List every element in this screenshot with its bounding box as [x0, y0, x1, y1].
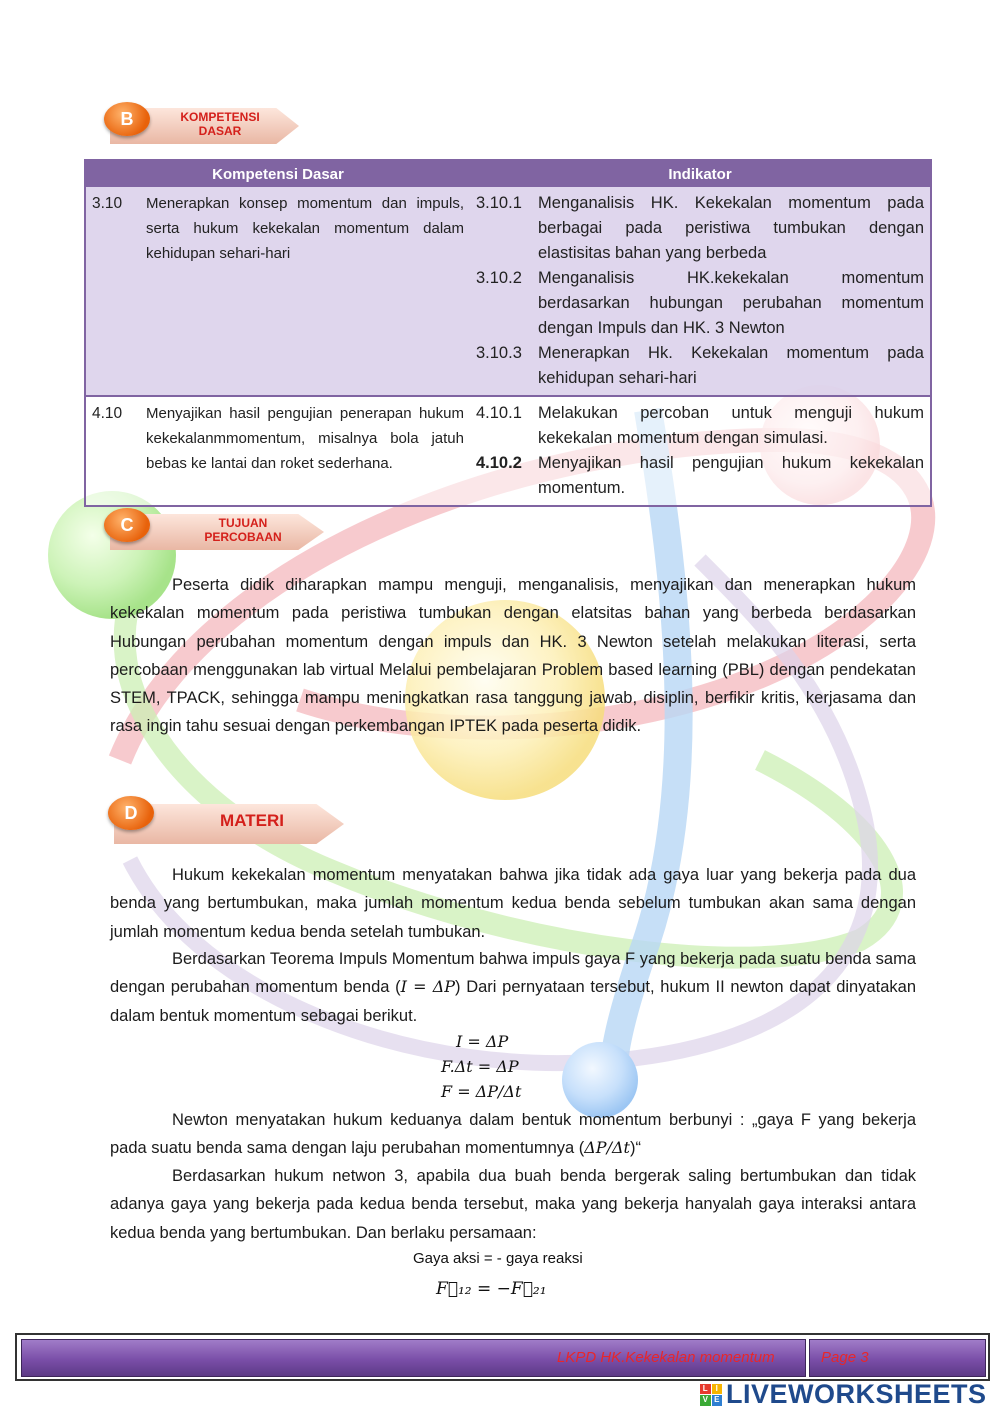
- inline-equation-rate: ΔP/Δt: [584, 1138, 630, 1158]
- section-b-letter: B: [104, 102, 150, 136]
- table-row: [86, 396, 930, 505]
- indicator-item: [476, 451, 924, 501]
- section-b-label-line1: KOMPETENSI: [180, 110, 260, 124]
- indicator-number: 4.10.1: [476, 404, 522, 422]
- materi-paragraph-2-start: Berdasarkan Teorema Impuls Momentum bahwa impuls gaya F yang bekerja pada suatu benda sama dengan perubahan momentum benda (: [110, 950, 916, 997]
- section-c-label: [178, 516, 308, 544]
- aksi-reaksi-text: Gaya aksi = - gaya reaksi: [413, 1250, 583, 1267]
- indicator-item: [476, 401, 924, 451]
- kd-text: Menerapkan konsep momentum dan impuls, serta hukum kekekalan momentum dalam kehidupan sehari-hari: [140, 187, 470, 396]
- indicator-text: Menganalisis HK. Kekekalan momentum pada berbagai pada peristiwa tumbukan dengan elastisitas bahan yang berbeda: [538, 194, 924, 262]
- indicator-number: 3.10.2: [476, 269, 522, 287]
- table-row: [86, 187, 930, 396]
- equation-2: F.Δt = ΔP: [441, 1057, 519, 1076]
- section-d-letter: D: [108, 796, 154, 830]
- section-c-letter: C: [104, 508, 150, 542]
- indicator-item: [476, 266, 924, 341]
- indicator-item: [476, 191, 924, 266]
- indicator-list: [470, 396, 930, 505]
- equation-3: F = ΔP/Δt: [441, 1082, 522, 1101]
- indicator-text: Menganalisis HK.kekekalan momentum berdasarkan hubungan perubahan momentum dengan Impuls dan HK. 3 Newton: [538, 269, 924, 337]
- indicator-text: Menerapkan Hk. Kekekalan momentum pada kehidupan sehari-hari: [538, 344, 924, 387]
- table-header-indikator: Indikator: [470, 161, 930, 187]
- logo-letter: E: [712, 1395, 723, 1406]
- kd-number: 3.10: [86, 187, 140, 396]
- kd-number: 4.10: [86, 396, 140, 505]
- section-b-tag: [104, 102, 299, 152]
- indicator-number: 4.10.2: [476, 454, 522, 472]
- liveworksheets-brand: [700, 1379, 987, 1410]
- logo-letter: L: [700, 1384, 711, 1395]
- page-footer: [15, 1333, 990, 1381]
- equation-action-reaction: F⃗₁₂ = −F⃗₂₁: [436, 1279, 547, 1299]
- indicator-number: 3.10.3: [476, 344, 522, 362]
- section-d-tag: [108, 796, 344, 846]
- inline-equation-impulse: I = ΔP: [400, 977, 456, 997]
- footer-title: LKPD HK.Kekekalan momentum: [557, 1349, 775, 1366]
- materi-paragraph-1: Hukum kekekalan momentum menyatakan bahwa jika tidak ada gaya luar yang bekerja pada dua benda yang bertumbukan, maka jumlah momentum kedua benda sebelum tumbukan akan sama dengan jumlah momentum kedua benda setelah tumbukan.: [110, 866, 916, 941]
- section-c-label-line2: PERCOBAAN: [204, 530, 282, 544]
- materi-paragraph-3-start: Newton menyatakan hukum keduanya dalam bentuk momentum berbunyi : „gaya F yang bekerja pada suatu benda sama dengan laju perubahan momentumnya (: [110, 1111, 916, 1158]
- tujuan-paragraph: Peserta didik diharapkan mampu menguji, menganalisis, menyajikan dan menerapkan hukum kekekalan momentum pada peristiwa tumbukan dengan elatsitas bahan yang berbeda berdasarkan Hubungan perubahan momentum dengan impuls dan HK. 3 Newton setelah melakukan literasi, serta percobaan menggunakan lab virtual Melalui pembelajaran Problem based learning (PBL) dengan pendekatan STEM, TPACK, sehingga mampu meningkatkan rasa tanggung jawab, disiplin, berfikir kritis, kerjasama dan rasa ingin tahu sesuai dengan perkembangan IPTEK pada peserta didik.: [110, 576, 916, 736]
- materi-paragraph-4: Berdasarkan hukum netwon 3, apabila dua buah benda bergerak saling bertumbukan dan tidak adanya gaya yang bekerja pada kedua benda tersebut, maka yang bekerja hanyalah gaya interaksi antara kedua benda yang bertumbukan. Dan berlaku persamaan:: [110, 1167, 916, 1242]
- footer-page-number: Page 3: [821, 1349, 869, 1366]
- indicator-number: 3.10.1: [476, 194, 522, 212]
- section-b-label-line2: DASAR: [198, 124, 242, 138]
- liveworksheets-wordmark: LIVEWORKSHEETS: [726, 1379, 987, 1409]
- section-d-label: MATERI: [220, 811, 284, 830]
- section-c-label-line1: TUJUAN: [218, 516, 268, 530]
- materi-paragraph-2-end: ) Dari pernyataan tersebut, hukum II newton dapat dinyatakan dalam bentuk momentum sebagai berikut.: [110, 978, 917, 1025]
- section-b-label: [160, 110, 280, 138]
- materi-paragraph-3: [110, 1106, 916, 1163]
- logo-letter: I: [712, 1384, 723, 1395]
- competency-table: [86, 161, 930, 505]
- indicator-text: Melakukan percoban untuk menguji hukum kekekalan momentum dengan simulasi.: [538, 404, 924, 447]
- indicator-text: Menyajikan hasil pengujian hukum kekekalan momentum.: [538, 454, 924, 497]
- indicator-list: [470, 187, 930, 396]
- kd-text: Menyajikan hasil pengujian penerapan hukum kekekalanmmomentum, misalnya bola jatuh bebas ke lantai dan roket sederhana.: [140, 396, 470, 505]
- section-c-tag: [104, 508, 324, 558]
- table-header-kd: Kompetensi Dasar: [86, 161, 470, 187]
- liveworksheets-logo-icon: [700, 1384, 722, 1406]
- logo-letter: V: [700, 1395, 711, 1406]
- indicator-item: [476, 341, 924, 391]
- materi-paragraph-3-end: )“: [629, 1139, 641, 1158]
- materi-paragraph-2: [110, 945, 916, 1030]
- equation-1: I = ΔP: [456, 1032, 509, 1051]
